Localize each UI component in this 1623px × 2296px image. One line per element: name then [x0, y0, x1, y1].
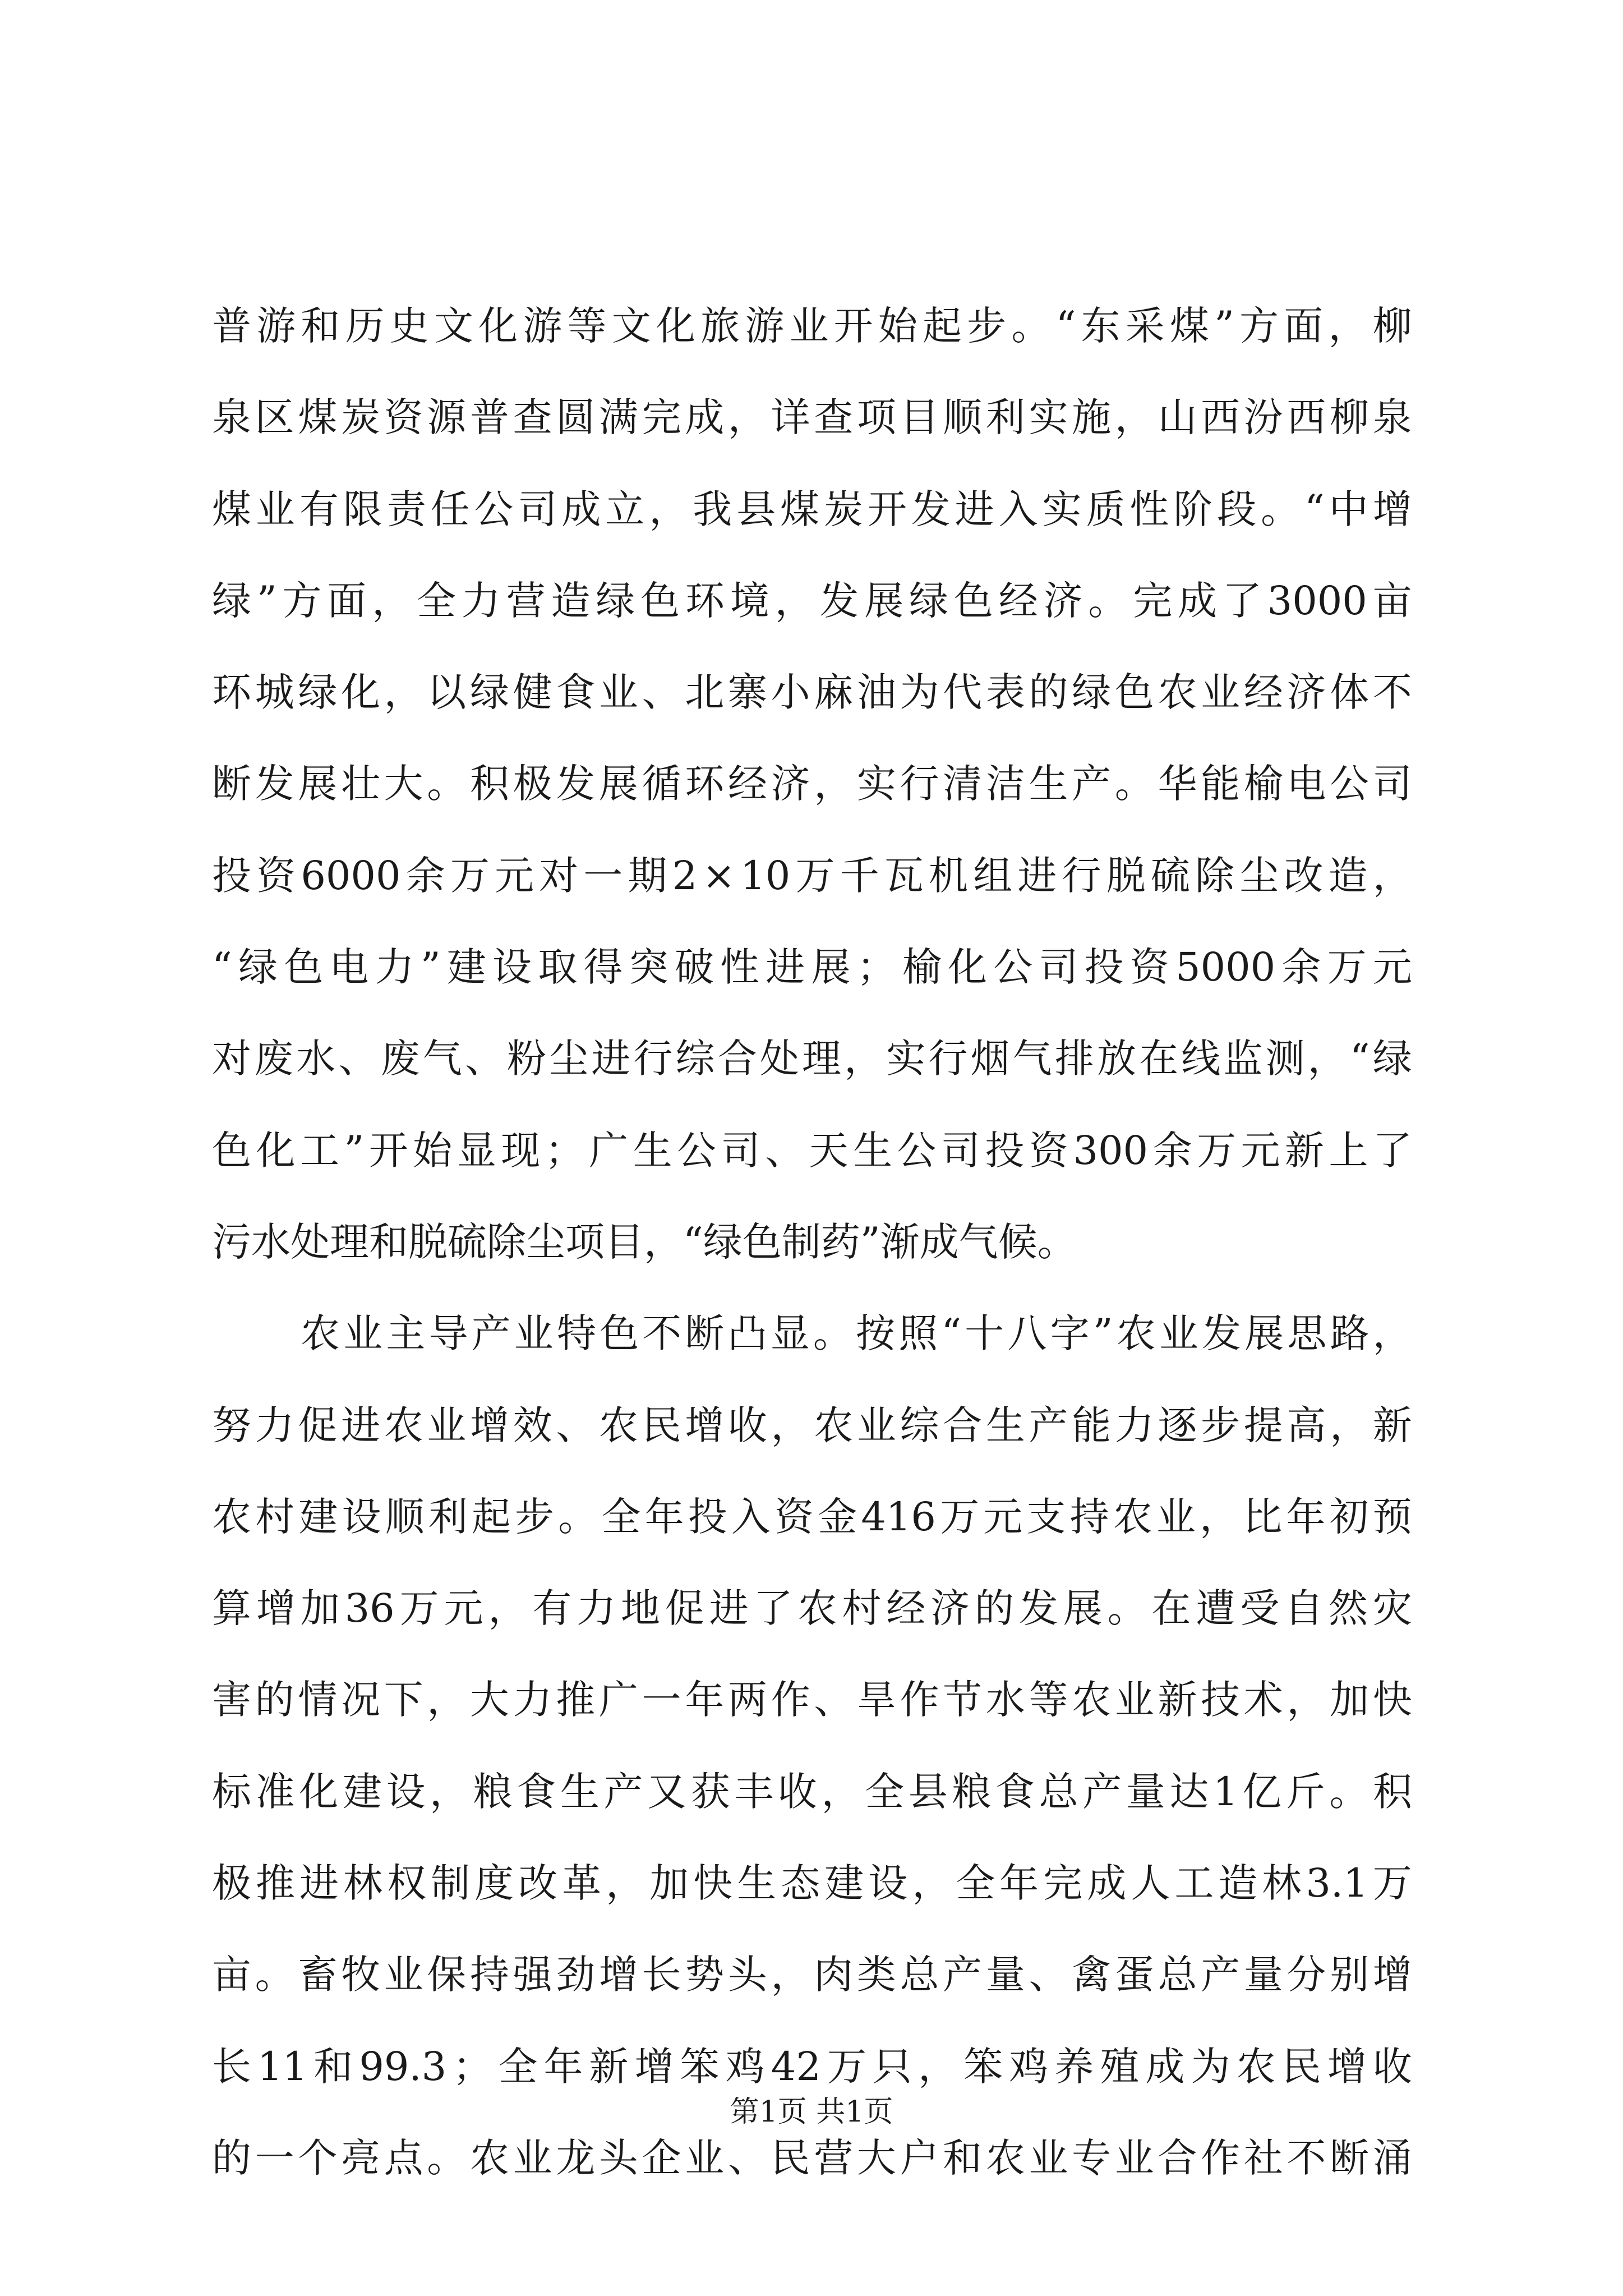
text-line: 普 游 和 历 史 文 化 游 等 文 化 旅 游 业 开 始 起 步 。 “ 东 采 煤 ” 方 面 ， 柳	[212, 303, 1412, 349]
document-body	[212, 280, 1412, 2204]
text-line: 投 资 6000 余 万 元 对 一 期 2 × 10 万 千 瓦 机 组 进 行 脱 硫 除 尘 改 造 ，	[212, 852, 1412, 899]
text-line: 长 11 和 99.3 ； 全 年 新 增 笨 鸡 42 万 只 ， 笨 鸡 养 殖 成 为 农 民 增 收	[212, 2043, 1412, 2090]
text-line: 害 的 情 况 下 ， 大 力 推 广 一 年 两 作 、 旱 作 节 水 等 农 业 新 技 术 ， 加 快	[212, 1677, 1412, 1723]
text-line: 标 准 化 建 设 ， 粮 食 生 产 又 获 丰 收 ， 全 县 粮 食 总 产 量 达 1 亿 斤 。 积	[212, 1768, 1412, 1815]
text-line: 绿 ” 方 面 ， 全 力 营 造 绿 色 环 境 ， 发 展 绿 色 经 济 。 完 成 了 3000 亩	[212, 577, 1412, 624]
text-line: 农 村 建 设 顺 利 起 步 。 全 年 投 入 资 金 416 万 元 支 持 农 业 ， 比 年 初 预	[212, 1493, 1412, 1540]
text-line: 亩 。 畜 牧 业 保 持 强 劲 增 长 势 头 ， 肉 类 总 产 量 、 禽 蛋 总 产 量 分 别 增	[212, 1952, 1412, 1998]
text-line: 努 力 促 进 农 业 增 效 、 农 民 增 收 ， 农 业 综 合 生 产 能 力 逐 步 提 高 ， 新	[212, 1402, 1412, 1448]
text-line: 农 业 主 导 产 业 特 色 不 断 凸 显 。 按 照 “ 十 八 字 ” 农 业 发 展 思 路 ，	[301, 1310, 1412, 1357]
text-line: 断 发 展 壮 大 。 积 极 发 展 循 环 经 济 ， 实 行 清 洁 生 产 。 华 能 榆 电 公 司	[212, 761, 1412, 807]
text-line: 色 化 工 ” 开 始 显 现 ； 广 生 公 司 、 天 生 公 司 投 资 300 余 万 元 新 上 了	[212, 1127, 1412, 1174]
text-line: 泉 区 煤 炭 资 源 普 查 圆 满 完 成 ， 详 查 项 目 顺 利 实 施 ， 山 西 汾 西 柳 泉	[212, 394, 1412, 441]
page-footer: 第1页 共1页	[730, 2095, 893, 2129]
text-line: 环 城 绿 化 ， 以 绿 健 食 业 、 北 寨 小 麻 油 为 代 表 的 绿 色 农 业 经 济 体 不	[212, 669, 1412, 716]
text-line: 极 推 进 林 权 制 度 改 革 ， 加 快 生 态 建 设 ， 全 年 完 成 人 工 造 林 3.1 万	[212, 1860, 1412, 1907]
text-line: 的 一 个 亮 点 。 农 业 龙 头 企 业 、 民 营 大 户 和 农 业 专 业 合 作 社 不 断 涌	[212, 2134, 1412, 2181]
text-line: 煤 业 有 限 责 任 公 司 成 立 ， 我 县 煤 炭 开 发 进 入 实 质 性 阶 段 。 “ 中 增	[212, 486, 1412, 532]
text-line: “ 绿 色 电 力 ” 建 设 取 得 突 破 性 进 展 ； 榆 化 公 司 投 资 5000 余 万 元	[212, 944, 1412, 991]
text-line: 算 增 加 36 万 元 ， 有 力 地 促 进 了 农 村 经 济 的 发 展 。 在 遭 受 自 然 灾	[212, 1585, 1412, 1632]
text-line: 对 废 水 、 废 气 、 粉 尘 进 行 综 合 处 理 ， 实 行 烟 气 排 放 在 线 监 测 ， “ 绿	[212, 1036, 1412, 1082]
text-line: 污 水 处 理 和 脱 硫 除 尘 项 目 ， “ 绿 色 制 药 ” 渐 成 气 候 。	[212, 1218, 1077, 1265]
